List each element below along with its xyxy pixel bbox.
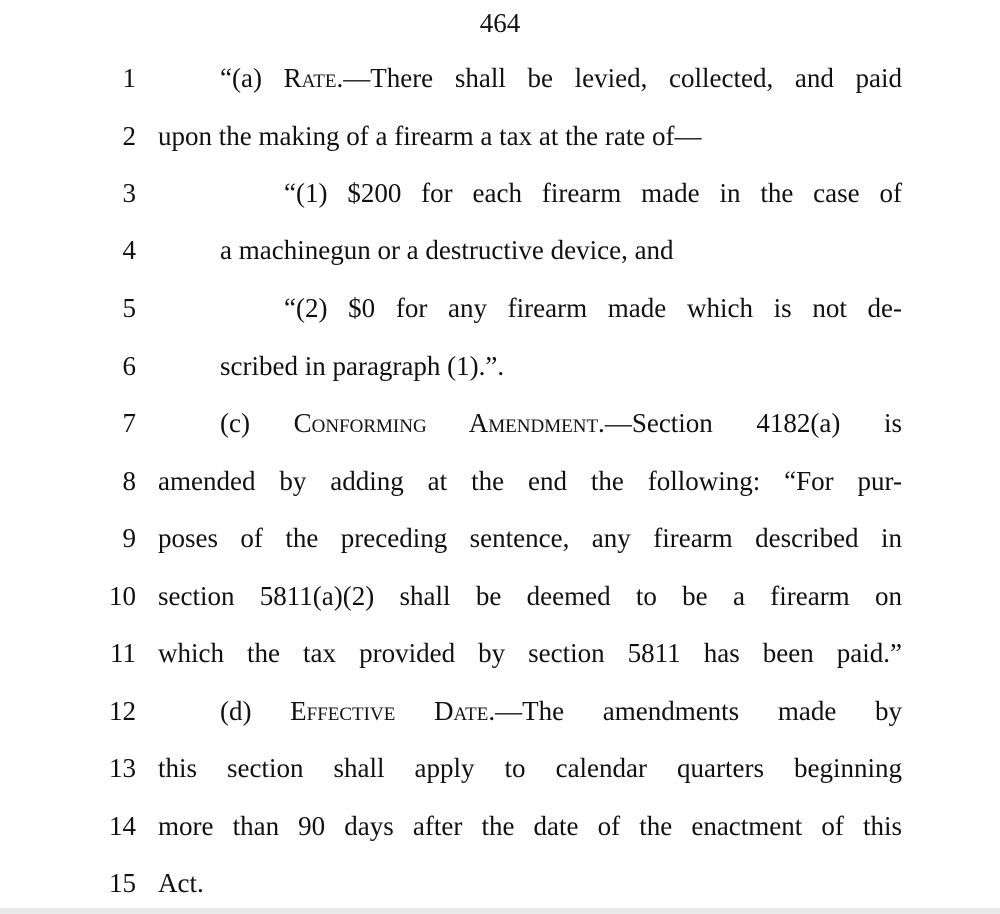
document-line-2	[0, 116, 1000, 156]
line-number: 14	[109, 811, 136, 841]
section-heading: Conforming Amendment.	[293, 408, 605, 438]
line-number: 12	[109, 696, 136, 726]
document-line-11	[0, 633, 1000, 673]
line-text	[220, 403, 902, 443]
line-text: more than 90 days after the date of the enactment of this	[158, 811, 902, 841]
document-line-4	[0, 230, 1000, 270]
line-number: 2	[122, 121, 136, 151]
document-line-1	[0, 58, 1000, 98]
document-line-10	[0, 576, 1000, 616]
line-text: poses of the preceding sentence, any firearm described in	[158, 523, 902, 553]
line-number: 8	[122, 466, 136, 496]
line-text: section 5811(a)(2) shall be deemed to be a firearm on	[158, 581, 902, 611]
line-number: 13	[109, 753, 136, 783]
document-line-12	[0, 691, 1000, 731]
document-line-5	[0, 288, 1000, 328]
page-bottom-edge	[0, 908, 1000, 914]
line-number: 4	[122, 235, 136, 265]
document-line-15	[0, 863, 1000, 903]
line-number: 7	[122, 408, 136, 438]
line-text	[220, 58, 902, 98]
line-text	[220, 691, 902, 731]
line-text: Act.	[158, 868, 204, 898]
document-line-8	[0, 461, 1000, 501]
line-text-prefix: (d)	[220, 696, 291, 726]
line-number: 3	[122, 178, 136, 208]
document-line-7	[0, 403, 1000, 443]
line-text: “(1) $200 for each firearm made in the case of	[284, 178, 902, 208]
line-text: this section shall apply to calendar quarters beginning	[158, 753, 902, 783]
line-text: a machinegun or a destructive device, and	[220, 235, 674, 265]
document-line-13	[0, 748, 1000, 788]
line-text-prefix: (c)	[220, 408, 294, 438]
document-line-6	[0, 346, 1000, 386]
line-text: scribed in paragraph (1).”.	[220, 351, 505, 381]
section-heading: Rate.	[283, 63, 344, 93]
line-text: “(2) $0 for any firearm made which is not de-	[284, 293, 902, 323]
line-number: 5	[122, 293, 136, 323]
line-text-prefix: “(a)	[220, 63, 284, 93]
line-text: amended by adding at the end the following: “For pur-	[158, 466, 902, 496]
page-number: 464	[479, 8, 521, 38]
line-text-rest: —Section 4182(a) is	[604, 408, 902, 438]
line-text-rest: —There shall be levied, collected, and paid	[343, 63, 902, 93]
line-text: which the tax provided by section 5811 has been paid.”	[158, 638, 902, 668]
line-number: 10	[109, 581, 136, 611]
section-heading: Effective Date.	[290, 696, 496, 726]
line-text: upon the making of a firearm a tax at the rate of—	[158, 121, 702, 151]
line-number: 15	[109, 868, 136, 898]
line-number: 6	[122, 351, 136, 381]
document-line-9	[0, 518, 1000, 558]
line-number: 9	[122, 523, 136, 553]
document-line-3	[0, 173, 1000, 213]
line-text-rest: —The amendments made by	[495, 696, 902, 726]
line-number: 1	[122, 63, 136, 93]
line-number: 11	[110, 638, 136, 668]
document-line-14	[0, 806, 1000, 846]
